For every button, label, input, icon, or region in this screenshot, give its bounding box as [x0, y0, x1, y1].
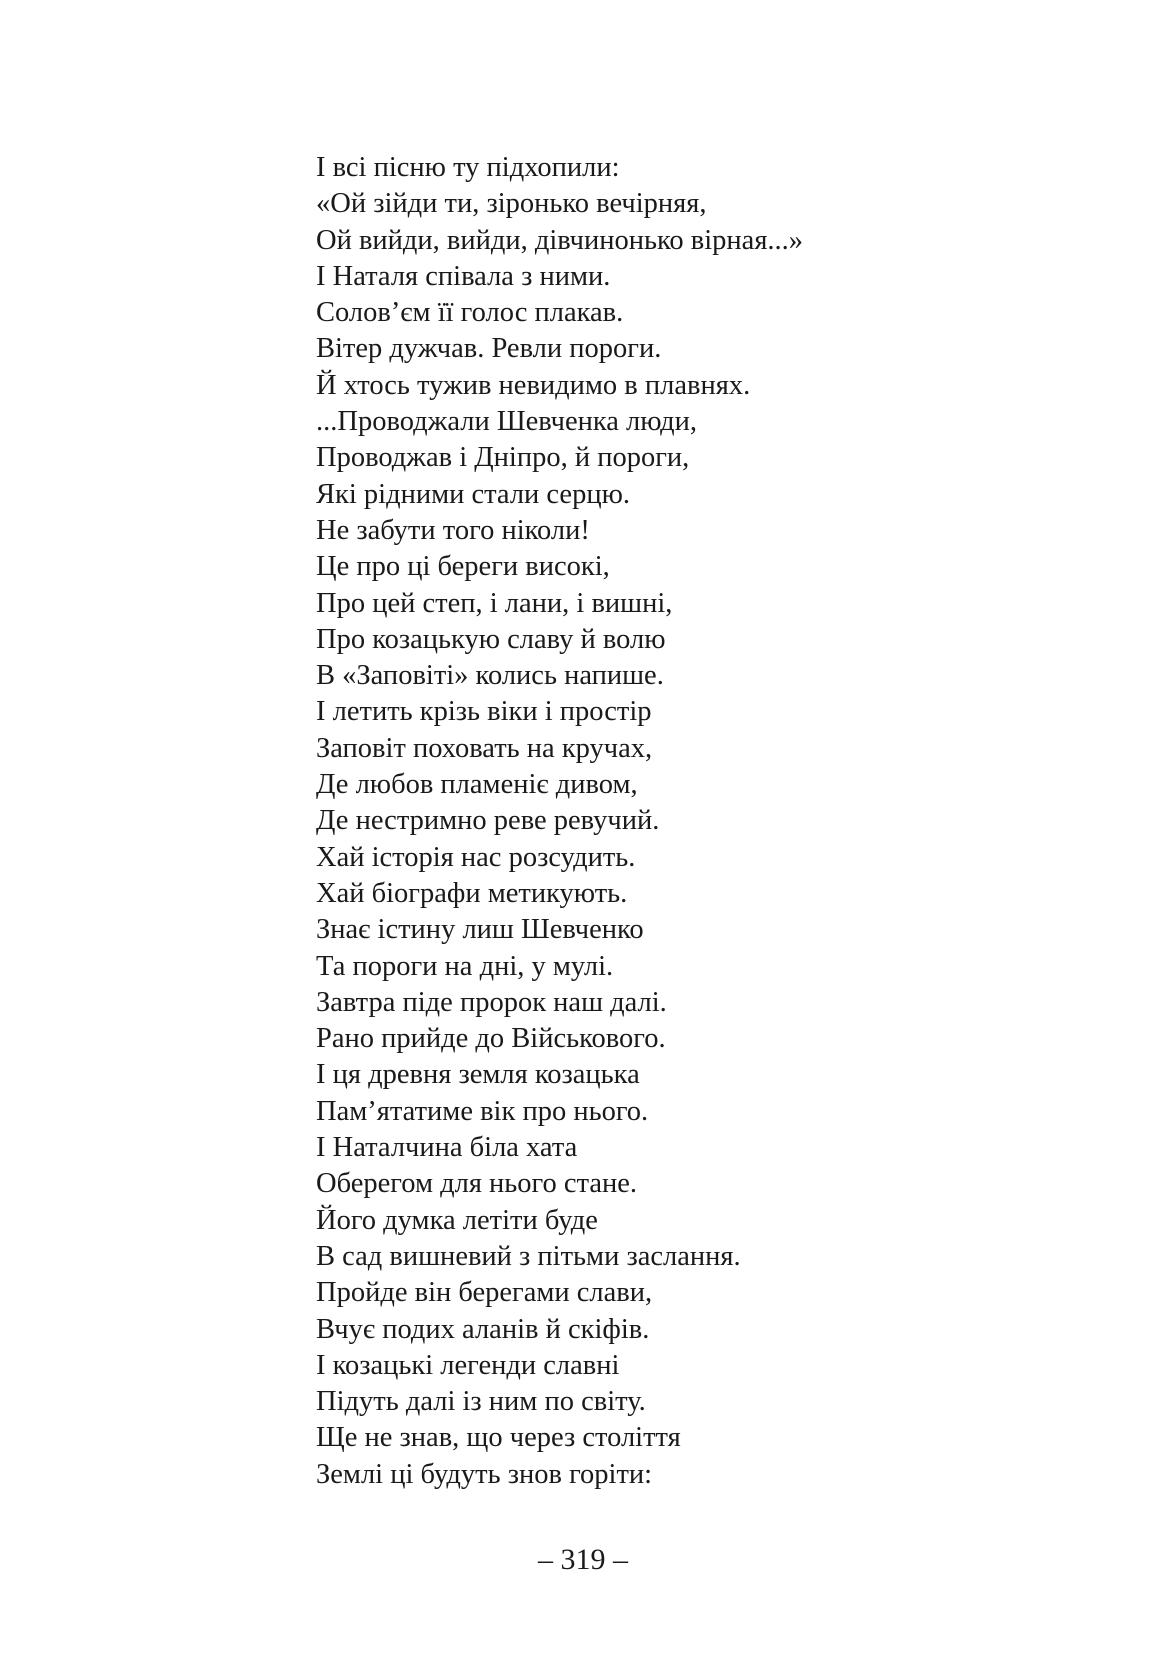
- poem-line: Завтра піде пророк наш далі.: [316, 986, 667, 1018]
- poem-line: Ще не знав, що через століття: [316, 1422, 681, 1454]
- poem-line: Й хтось тужив невидимо в плавнях.: [316, 369, 751, 401]
- poem-line: Ой вийди, вийди, дівчинонько вірная...»: [316, 224, 804, 256]
- poem-line: Де любов пламеніє дивом,: [316, 769, 638, 801]
- page-number: – 319 –: [538, 1543, 628, 1576]
- poem-line: Про цей степ, і лани, і вишні,: [316, 587, 673, 619]
- poem-line: Де нестримно реве ревучий.: [316, 805, 660, 837]
- poem-line: В сад вишневий з пітьми заслання.: [316, 1240, 741, 1272]
- poem-line: Землі ці будуть знов горіти:: [316, 1458, 653, 1490]
- poem-line: «Ой зійди ти, зіронько вечірняя,: [316, 188, 707, 220]
- poem-line: Оберегом для нього стане.: [316, 1168, 638, 1200]
- poem-line: І козацькі легенди славні: [316, 1349, 620, 1381]
- poem-line: ...Проводжали Шевченка люди,: [316, 406, 697, 438]
- poem-line: Пройде він берегами слави,: [316, 1277, 653, 1309]
- poem-line: Про козацькую славу й волю: [316, 623, 666, 655]
- poem-line: Солов’єм її голос плакав.: [316, 297, 624, 329]
- poem-line: Хай біографи метикують.: [316, 877, 628, 909]
- poem-line: Рано прийде до Військового.: [316, 1023, 666, 1055]
- poem-line: Не забути того ніколи!: [316, 514, 590, 546]
- poem-line: Знає істину лиш Шевченко: [316, 914, 644, 946]
- poem-line: Які рідними стали серцю.: [316, 478, 631, 510]
- poem-text: [316, 150, 803, 1493]
- poem-line: І летить крізь віки і простір: [316, 696, 652, 728]
- poem-line: Це про ці береги високі,: [316, 551, 610, 583]
- poem-line: Вчує подих аланів й скіфів.: [316, 1313, 650, 1345]
- poem-line: Пам’ятатиме вік про нього.: [316, 1095, 649, 1127]
- poem-line: Та пороги на дні, у мулі.: [316, 950, 614, 982]
- poem-line: В «Заповіті» колись напише.: [316, 660, 664, 692]
- poem-line: Вітер дужчав. Ревли пороги.: [316, 333, 662, 365]
- poem-line: І всі пісню ту підхопили:: [316, 152, 620, 183]
- poem-line: Його думка летіти буде: [316, 1204, 598, 1236]
- poem-line: І Наталя співала з ними.: [316, 260, 611, 292]
- poem-line: Проводжав і Дніпро, й пороги,: [316, 442, 690, 474]
- poem-line: Підуть далі із ним по світу.: [316, 1386, 646, 1418]
- poem-line: Заповіт поховать на кручах,: [316, 732, 653, 764]
- poem-line: І ця древня земля козацька: [316, 1059, 640, 1091]
- poem-line: Хай історія нас розсудить.: [316, 841, 636, 873]
- poem-line: І Наталчина біла хата: [316, 1132, 578, 1164]
